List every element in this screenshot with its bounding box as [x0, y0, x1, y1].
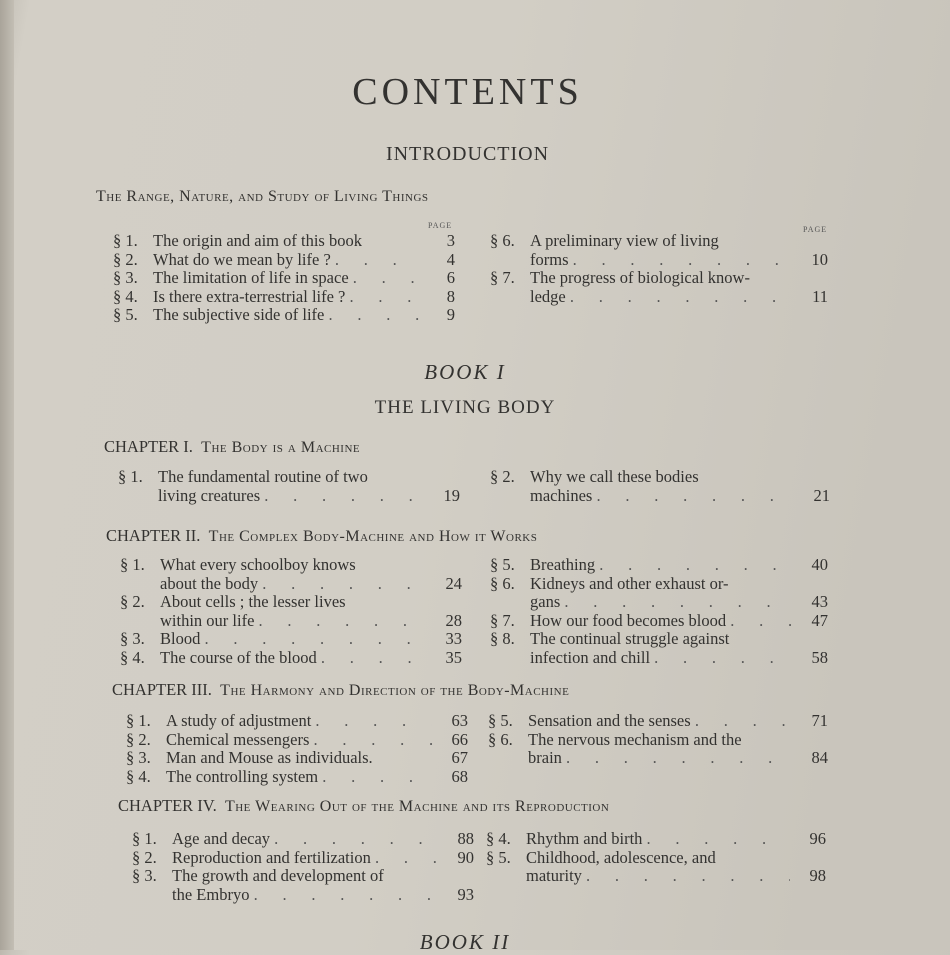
- page-number: [792, 731, 828, 750]
- entry-title: A study of adjustment .: [166, 712, 432, 731]
- page-number: 68: [451, 766, 468, 786]
- section-number: [490, 649, 530, 668]
- entry-title: Blood .: [160, 630, 426, 649]
- page-number: 3: [446, 231, 455, 250]
- chapter-number: CHAPTER III.: [112, 680, 221, 699]
- page-number: 19: [443, 485, 460, 505]
- entry-title: The limitation of life in space .: [153, 269, 419, 288]
- page-column-label: PAGE: [428, 221, 453, 230]
- entry-title: The origin and aim of this book: [153, 232, 362, 250]
- page-number: 4: [446, 249, 455, 269]
- book-1-heading: BOOK I: [424, 360, 506, 384]
- entry-title: maturity .: [526, 867, 790, 886]
- section-number: § 5.: [486, 847, 511, 867]
- section-number: § 4.: [126, 766, 151, 786]
- section-number: [120, 612, 160, 631]
- toc-entry-line: [486, 830, 826, 849]
- section-number: § 2.: [120, 592, 145, 612]
- section-heading: [96, 186, 429, 206]
- toc-entry-line: [113, 251, 455, 270]
- toc-entry-line: [132, 830, 474, 849]
- book-1-title: THE LIVING BODY: [374, 397, 556, 418]
- toc-entry-line: [120, 612, 462, 631]
- section-number: § 2.: [132, 847, 157, 867]
- page-number: 90: [457, 847, 474, 867]
- entry-title: brain .: [528, 749, 792, 768]
- toc-entry-line: [113, 288, 455, 307]
- toc-entry[interactable]: [120, 556, 462, 593]
- section-heading: [106, 526, 537, 546]
- toc-entry[interactable]: [490, 575, 828, 612]
- toc-entry[interactable]: [113, 306, 455, 325]
- entry-title: infection and chill .: [530, 649, 792, 668]
- entry-title: A preliminary view of living: [530, 232, 719, 250]
- section-number: § 1.: [120, 555, 145, 574]
- toc-entry[interactable]: [488, 731, 828, 768]
- toc-entry[interactable]: [490, 269, 828, 306]
- chapter-number: CHAPTER I.: [104, 437, 202, 456]
- page-number: 84: [811, 748, 828, 768]
- section-number: § 5.: [113, 305, 138, 325]
- toc-entry[interactable]: [490, 232, 828, 269]
- toc-entry[interactable]: [490, 612, 828, 631]
- entry-title: The controlling system .: [166, 768, 432, 787]
- section-heading: [118, 796, 609, 816]
- page-number: 10: [811, 249, 828, 269]
- page-number: 6: [446, 268, 455, 288]
- toc-entry[interactable]: [120, 630, 462, 649]
- toc-entry-line: [486, 849, 826, 868]
- toc-entry-line: [113, 306, 455, 325]
- toc-entry-line: [490, 612, 828, 631]
- section-number: § 6.: [490, 231, 515, 250]
- section-number: § 5.: [490, 555, 515, 574]
- section-number: § 8.: [490, 629, 515, 649]
- toc-entry[interactable]: [113, 269, 455, 288]
- entry-title: Rhythm and birth .: [526, 830, 790, 849]
- toc-column-right: [490, 468, 830, 505]
- toc-entry[interactable]: [490, 630, 828, 667]
- page-number: 9: [446, 305, 455, 325]
- page-number: 67: [451, 748, 468, 768]
- section-number: § 4.: [486, 829, 511, 848]
- page-number: 93: [457, 884, 474, 904]
- toc-entry-line: [120, 556, 462, 575]
- toc-entry[interactable]: [113, 232, 455, 251]
- page-number: [792, 630, 828, 649]
- chapter-title: The Complex Body-Machine and How it Works: [208, 528, 538, 545]
- page-number: 24: [445, 573, 462, 593]
- page-number: [424, 468, 460, 487]
- toc-entry-line: [126, 731, 468, 750]
- toc-entry-line: [120, 593, 462, 612]
- page-column-label: PAGE: [803, 225, 828, 234]
- toc-entry[interactable]: [132, 849, 474, 868]
- page-number: 33: [445, 629, 462, 649]
- introduction-heading: INTRODUCTION: [385, 143, 550, 165]
- section-number: § 2.: [126, 729, 151, 749]
- page-number: [792, 575, 828, 594]
- toc-entry-line: [488, 712, 828, 731]
- toc-entry-line: [490, 468, 830, 487]
- toc-entry-line: [126, 712, 468, 731]
- toc-entry[interactable]: [113, 288, 455, 307]
- page-number: 8: [446, 286, 455, 306]
- toc-entry-line: [132, 849, 474, 868]
- page-number: [426, 556, 462, 575]
- toc-entry[interactable]: [126, 749, 468, 768]
- toc-column-left: [118, 468, 460, 505]
- section-number: [132, 886, 172, 905]
- section-number: § 3.: [132, 866, 157, 886]
- entry-title: Man and Mouse as individuals.: [166, 749, 373, 768]
- toc-entry-line: [490, 575, 828, 594]
- toc-entry[interactable]: [120, 649, 462, 668]
- entry-title: The fundamental routine of two: [158, 468, 368, 486]
- entry-title: Why we call these bodies: [530, 468, 699, 486]
- entry-title: How our food becomes blood .: [530, 612, 792, 631]
- section-number: § 1.: [132, 829, 157, 848]
- section-number: § 1.: [113, 231, 138, 250]
- page-number: 35: [445, 647, 462, 667]
- section-number: [488, 749, 528, 768]
- entry-title: The subjective side of life .: [153, 306, 419, 325]
- toc-column-left: [120, 556, 462, 668]
- entry-title: within our life .: [160, 612, 426, 631]
- book-2-heading: BOOK II: [419, 930, 511, 954]
- section-heading: [104, 437, 360, 457]
- section-number: § 7.: [490, 268, 515, 288]
- entry-title: machines .: [530, 487, 794, 506]
- section-number: § 3.: [113, 268, 138, 288]
- toc-entry-line: [490, 593, 828, 612]
- entry-title: Kidneys and other exhaust or-: [530, 574, 729, 593]
- toc-column-right: [490, 556, 828, 668]
- page-title: CONTENTS: [352, 71, 583, 113]
- section-number: § 7.: [490, 610, 515, 630]
- entry-title: What do we mean by life ? .: [153, 251, 419, 270]
- toc-entry[interactable]: [132, 830, 474, 849]
- section-heading: [112, 680, 569, 700]
- entry-title: The nervous mechanism and the: [528, 730, 742, 749]
- toc-entry[interactable]: [126, 731, 468, 750]
- section-number: § 6.: [488, 729, 513, 749]
- section-number: § 4.: [120, 647, 145, 667]
- chapter-title: The Wearing Out of the Machine and its Reproduction: [224, 798, 610, 815]
- section-number: § 3.: [126, 748, 151, 768]
- chapter-number: CHAPTER II.: [106, 526, 209, 545]
- page-number: 58: [811, 647, 828, 667]
- entry-title: The progress of biological know-: [530, 269, 750, 288]
- section-number: § 1.: [126, 711, 151, 730]
- entry-title: The continual struggle against: [530, 630, 730, 649]
- page-number: [792, 232, 828, 251]
- page-number: 66: [451, 729, 468, 749]
- entry-title: about the body .: [160, 575, 426, 594]
- page-number: 28: [445, 610, 462, 630]
- entry-title: Is there extra-terrestrial life ? .: [153, 288, 419, 307]
- toc-entry-line: [126, 749, 468, 768]
- toc-entry[interactable]: [120, 593, 462, 630]
- toc-entry[interactable]: [490, 468, 830, 505]
- section-number: [486, 867, 526, 886]
- toc-entry-line: [490, 556, 828, 575]
- section-number: [490, 593, 530, 612]
- toc-entry-line: [118, 487, 460, 506]
- toc-entry[interactable]: [486, 849, 826, 886]
- toc-entry-line: [488, 731, 828, 750]
- toc-entry-line: [113, 269, 455, 288]
- section-number: § 2.: [490, 467, 515, 486]
- toc-entry[interactable]: [113, 251, 455, 270]
- page-number: [790, 849, 826, 868]
- section-number: § 1.: [118, 467, 143, 486]
- section-number: § 3.: [120, 629, 145, 649]
- toc-entry-line: [486, 867, 826, 886]
- page-number: 71: [811, 711, 828, 730]
- toc-entry-line: [490, 288, 828, 307]
- toc-column-left: [132, 830, 474, 904]
- page-number: 21: [813, 485, 830, 505]
- page-number: 47: [811, 610, 828, 630]
- entry-title: Reproduction and fertilization .: [172, 849, 438, 868]
- section-number: § 5.: [488, 711, 513, 730]
- page-number: [426, 593, 462, 612]
- chapter-title: The Body is a Machine: [201, 439, 361, 456]
- toc-entry[interactable]: [126, 768, 468, 787]
- entry-title: living creatures .: [158, 487, 424, 506]
- page-number: [792, 269, 828, 288]
- page-number: 40: [811, 555, 828, 574]
- entry-title: The course of the blood .: [160, 649, 426, 668]
- section-number: [490, 288, 530, 307]
- toc-entry-line: [490, 232, 828, 251]
- toc-entry[interactable]: [132, 867, 474, 904]
- page-number: 96: [809, 829, 826, 848]
- toc-entry-line: [490, 649, 828, 668]
- toc-column-left: [126, 712, 468, 786]
- page-number: [794, 468, 830, 487]
- chapter-number: CHAPTER IV.: [118, 796, 225, 815]
- toc-entry-line: [490, 251, 828, 270]
- chapter-title: The Harmony and Direction of the Body-Machine: [220, 682, 570, 699]
- page-number: 98: [809, 866, 826, 886]
- toc-entry-line: [120, 575, 462, 594]
- toc-column-right: [486, 830, 826, 886]
- toc-entry-line: [490, 630, 828, 649]
- toc-entry[interactable]: [490, 556, 828, 575]
- page-number: [438, 867, 474, 886]
- page-number: 88: [457, 829, 474, 848]
- entry-title: the Embryo .: [172, 886, 438, 905]
- entry-title: gans .: [530, 593, 792, 612]
- toc-entry-line: [132, 886, 474, 905]
- toc-column-right: [488, 712, 828, 768]
- entry-title: Childhood, adolescence, and: [526, 848, 716, 867]
- toc-entry-line: [120, 649, 462, 668]
- toc-entry[interactable]: [118, 468, 460, 505]
- toc-entry[interactable]: [488, 712, 828, 731]
- entry-title: ledge .: [530, 288, 792, 307]
- section-number: [118, 487, 158, 506]
- page-number: 11: [812, 286, 828, 306]
- toc-entry-line: [120, 630, 462, 649]
- section-number: § 6.: [490, 573, 515, 593]
- toc-entry[interactable]: [486, 830, 826, 849]
- toc-entry-line: [118, 468, 460, 487]
- entry-title: Sensation and the senses .: [528, 712, 792, 731]
- toc-entry-line: [132, 867, 474, 886]
- toc-entry[interactable]: [126, 712, 468, 731]
- entry-title: Breathing .: [530, 556, 792, 575]
- toc-column-left: [113, 232, 455, 325]
- section-number: § 2.: [113, 249, 138, 269]
- entry-title: The growth and development of: [172, 867, 384, 886]
- page-number: 63: [451, 711, 468, 730]
- entry-title: Age and decay .: [172, 830, 438, 849]
- entry-title: What every schoolboy knows: [160, 556, 356, 574]
- section-number: [490, 251, 530, 270]
- toc-entry-line: [113, 232, 455, 251]
- toc-entry-line: [126, 768, 468, 787]
- toc-entry-line: [490, 269, 828, 288]
- entry-title: forms .: [530, 251, 792, 270]
- page-number: 43: [811, 592, 828, 612]
- chapter-title: The Range, Nature, and Study of Living Things: [96, 188, 429, 205]
- section-number: § 4.: [113, 286, 138, 306]
- section-number: [490, 487, 530, 506]
- entry-title: Chemical messengers .: [166, 731, 432, 750]
- toc-entry-line: [488, 749, 828, 768]
- toc-entry-line: [490, 487, 830, 506]
- section-number: [120, 575, 160, 594]
- entry-title: About cells ; the lesser lives: [160, 593, 346, 612]
- toc-column-right: [490, 232, 828, 306]
